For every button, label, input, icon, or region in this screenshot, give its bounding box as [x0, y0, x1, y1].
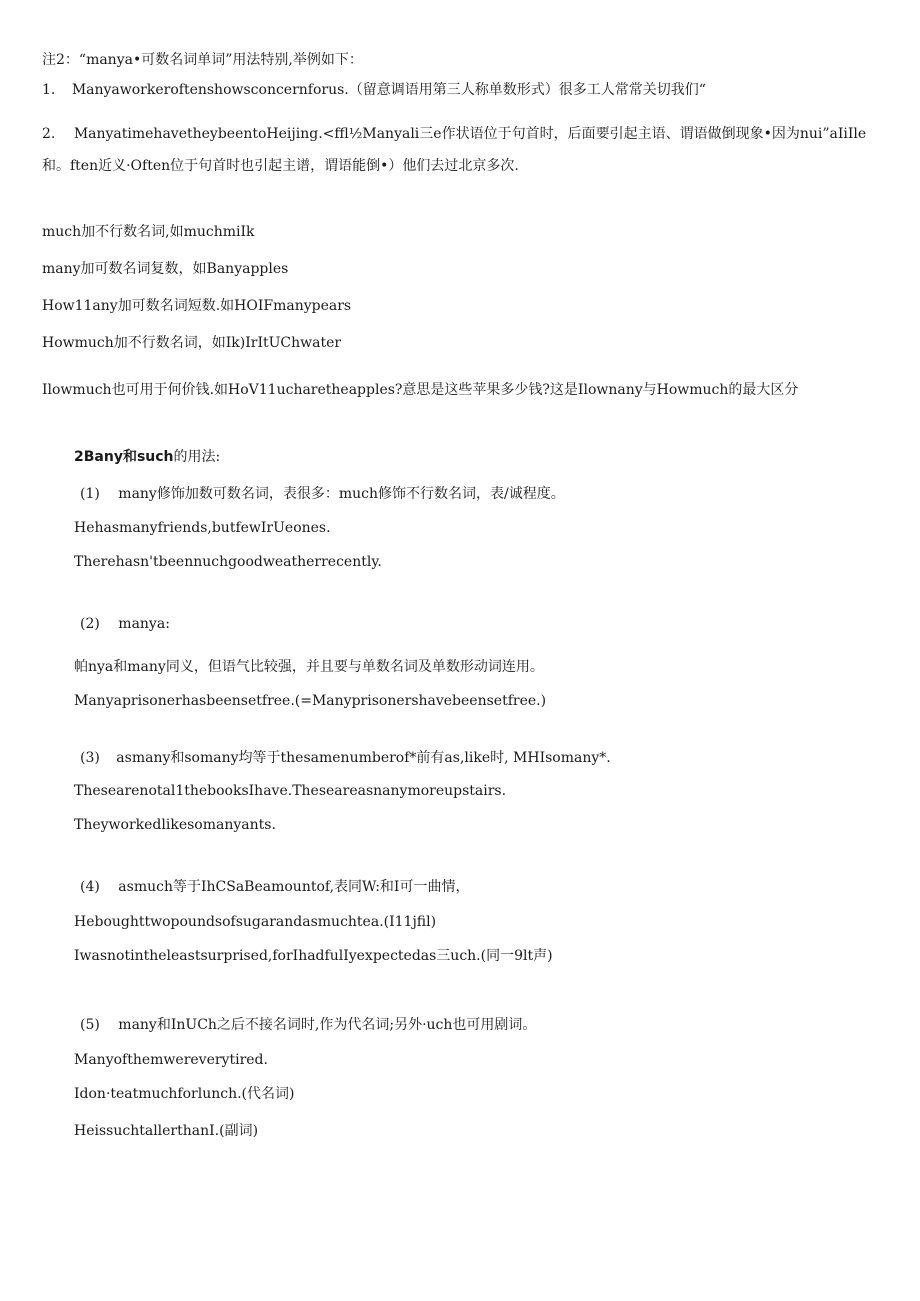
example-1-number: 1. [42, 82, 56, 98]
section-2-heading [74, 447, 220, 467]
point-5-example-3: HeissuchtallerthanI.(副词) [74, 1123, 259, 1139]
point-3-number: (3) [80, 750, 100, 766]
point-2-number: (2) [80, 616, 100, 632]
example-2-text-line2: 和。ften近义·Often位于句首时也引起主谱，谓语能倒•）他们去过北京多次. [42, 158, 519, 174]
rule-many: many加可数名词复数，如Banyapples [42, 261, 289, 277]
point-4-number: (4) [80, 879, 100, 895]
point-4-example-2: Iwasnotintheleastsurprised,forIhadfulIyexpectedas三uch.(同一9lt声) [74, 948, 553, 964]
point-2-text: manya: [118, 616, 170, 632]
example-2-text-line1: ManyatimehavetheybeentoHeijing.<ffl½Manyali三e作状语位于句首时，后面要引起主语、谓语做倒现象•因为nui”aIiIle [73, 126, 867, 142]
point-1-example-1: Hehasmanyfriends,butfewIrUeones. [74, 520, 331, 536]
point-3-text: asmany和somany均等于thesamenumberof*前有as,like时, MHIsomany*. [116, 750, 611, 766]
point-5-example-2: Idon·teatmuchforlunch.(代名词) [74, 1086, 295, 1102]
rule-how-many: How11any加可数名词短数.如HOIFmanypears [42, 298, 352, 314]
point-1-number: (1) [80, 486, 100, 502]
point-5 [80, 1015, 536, 1035]
example-2 [42, 124, 866, 144]
example-1-text: Manyaworkeroftenshowsconcernforus.（留意调语用第三人称单数形式）很多工人常常关切我们“ [71, 82, 706, 98]
point-2-example-1: Manyaprisonerhasbeensetfree.(=Manyprisonershavebeensetfree.) [74, 693, 547, 709]
point-3 [80, 748, 611, 768]
point-4 [80, 877, 469, 897]
point-1-text: many修饰加数可数名词，表很多：much修饰不行数名词，表/诚程度。 [118, 486, 565, 502]
point-1 [80, 484, 565, 504]
point-2 [80, 614, 170, 634]
point-4-text: asmuch等于IhCSaBeamountof,表同W:和I可一曲情， [118, 879, 470, 895]
point-3-example-2: Theyworkedlikesomanyants. [74, 817, 276, 833]
rule-much: much加不行数名词,如muchmiIk [42, 224, 255, 240]
note-intro: 注2：“manya•可数名词单词”用法特别,举例如下： [42, 52, 363, 68]
rule-how-much: Howmuch加不行数名词，如Ik)IrItUChwater [42, 335, 342, 351]
section-2-heading-rest: 的用法: [173, 449, 221, 465]
point-5-text: many和InUCh之后不接名词时,作为代名词;另外·uch也可用剧词。 [118, 1017, 537, 1033]
rule-price: Ilowmuch也可用于何价钱.如HoV11ucharetheapples?意思是这些苹果多少钱?这是Ilownany与Howmuch的最大区分 [42, 382, 799, 398]
point-5-example-1: Manyofthemwereverytired. [74, 1052, 268, 1068]
point-4-example-1: Heboughttwopoundsofsugarandasmuchtea.(I11jfil) [74, 914, 437, 930]
section-2-heading-bold: 2Bany和such [74, 449, 174, 465]
point-1-example-2: Therehasn'tbeennuchgoodweatherrecently. [74, 554, 382, 570]
example-1 [42, 80, 706, 100]
example-2-number: 2. [42, 126, 56, 142]
point-2-description: 帕nya和many同义，但语气比较强，并且要与单数名词及单数形动词连用。 [74, 659, 544, 675]
point-3-example-1: Thesearenotal1thebooksIhave.Theseareasnanymoreupstairs. [74, 783, 507, 799]
point-5-number: (5) [80, 1017, 100, 1033]
